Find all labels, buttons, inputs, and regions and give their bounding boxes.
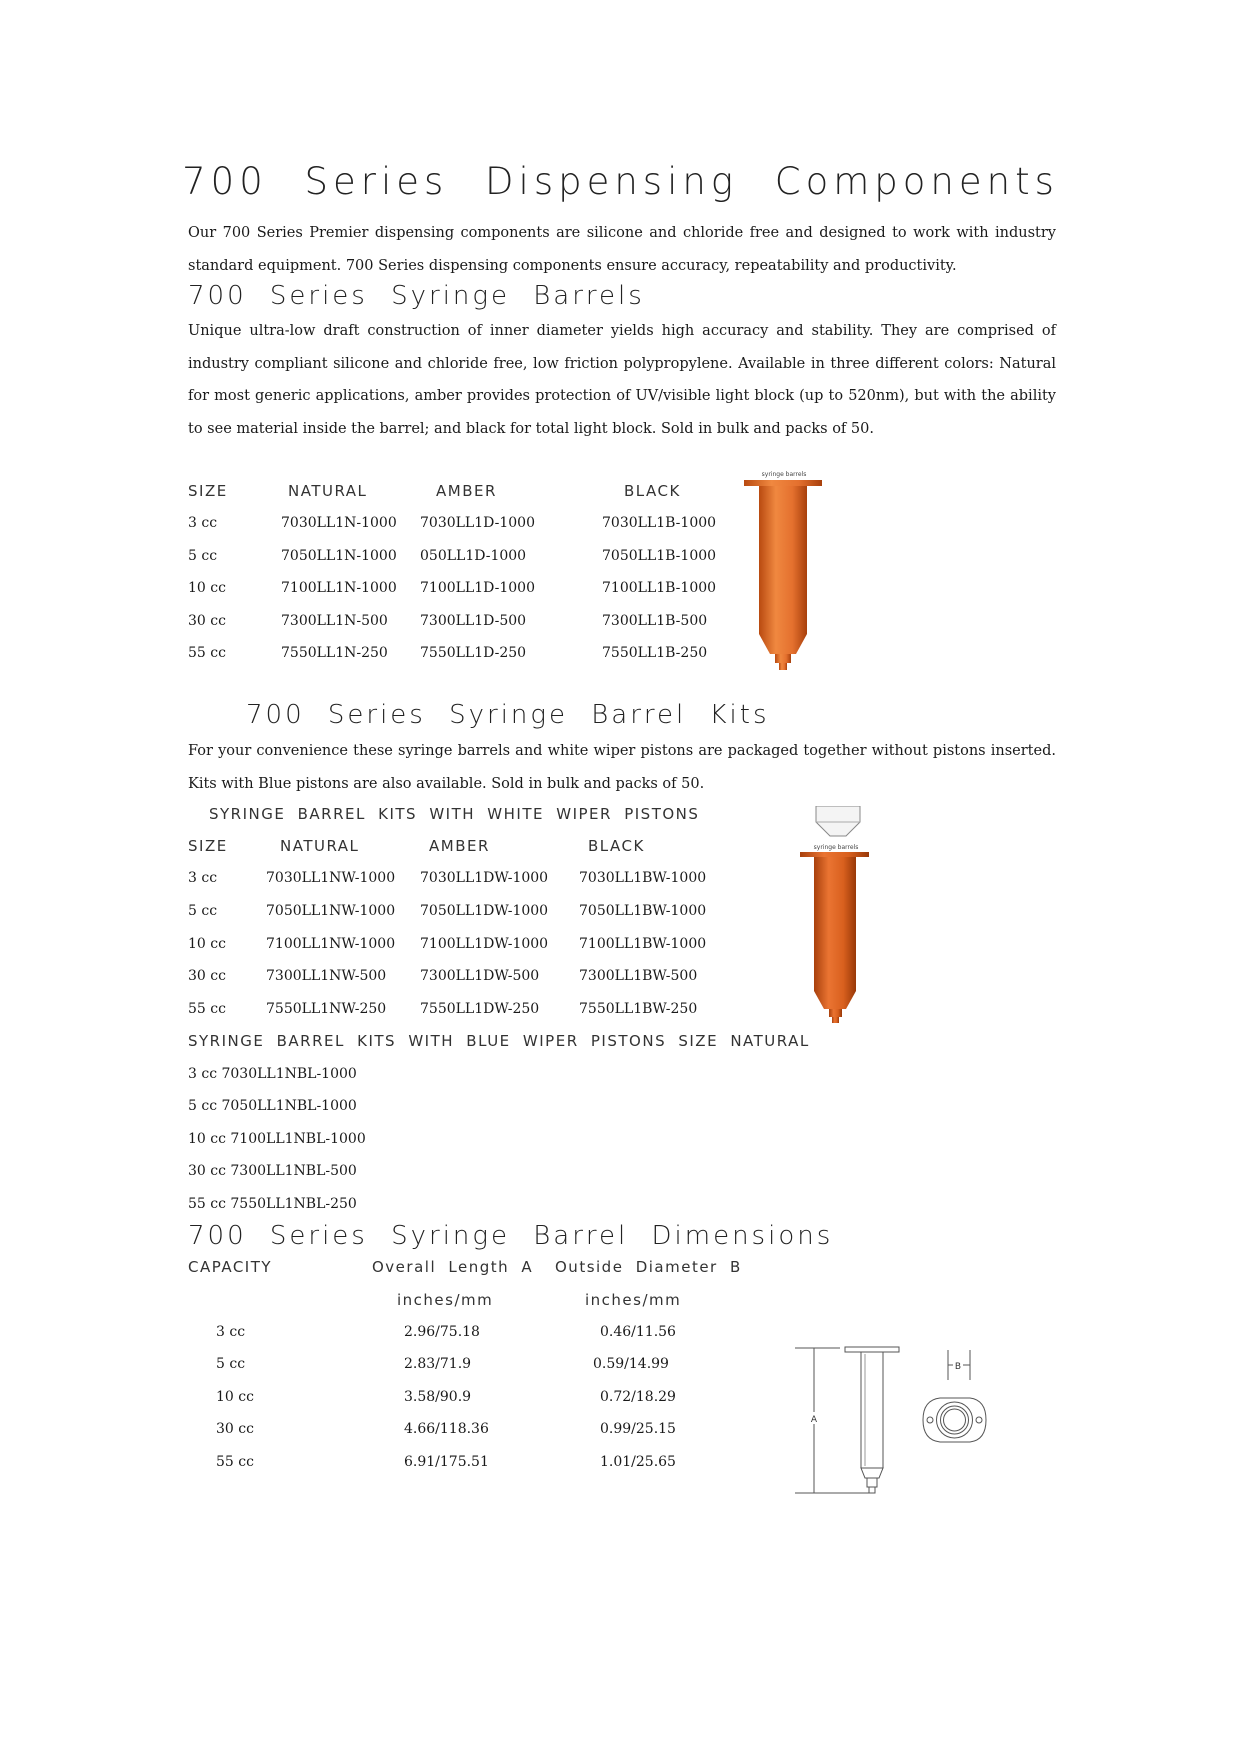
col-header-natural: NATURAL bbox=[280, 837, 360, 855]
table-cell: 7050LL1BW-1000 bbox=[579, 903, 707, 919]
table-cell: 050LL1D-1000 bbox=[420, 548, 527, 564]
table-cell: 55 cc bbox=[188, 1001, 226, 1017]
table-cell: 7030LL1B-1000 bbox=[602, 515, 717, 531]
table-cell: 0.72/18.29 bbox=[600, 1389, 676, 1405]
col-header-amber: AMBER bbox=[436, 482, 497, 500]
dimension-label-a: A bbox=[810, 1415, 818, 1425]
table-cell: 0.99/25.15 bbox=[600, 1421, 676, 1437]
table-cell: 7050LL1DW-1000 bbox=[420, 903, 549, 919]
table-cell: 7030LL1D-1000 bbox=[420, 515, 535, 531]
table-cell: 7100LL1B-1000 bbox=[602, 580, 717, 596]
list-item: 3 cc 7030LL1NBL-1000 bbox=[188, 1066, 357, 1082]
barrels-heading: 700 Series Syringe Barrels bbox=[188, 281, 645, 311]
list-item: 10 cc 7100LL1NBL-1000 bbox=[188, 1131, 366, 1147]
col-header-amber: AMBER bbox=[429, 837, 490, 855]
barrels-description: Unique ultra-low draft construction of inner diameter yields high accuracy and stability. They are comprised of industry compliant silicone and chloride free, low friction polypropylene. Available in three different colors: Natural for most generic applications, amber provides protection of UV/visible light block (up to 520nm), but with the ability to see material inside the barrel; and black for total light block. Sold in bulk and packs of 50. bbox=[188, 323, 1056, 437]
table-cell: 7030LL1DW-1000 bbox=[420, 870, 549, 886]
table-cell: 7030LL1N-1000 bbox=[281, 515, 397, 531]
table-cell: 3 cc bbox=[188, 515, 218, 531]
table-cell: 0.46/11.56 bbox=[600, 1324, 676, 1340]
table-cell: 1.01/25.65 bbox=[600, 1454, 676, 1470]
table-cell: 10 cc bbox=[188, 936, 226, 952]
col-header-size: SIZE bbox=[188, 482, 228, 500]
intro-paragraph: Our 700 Series Premier dispensing components are silicone and chloride free and designed to work with industry standard equipment. 700 Series dispensing components ensure accuracy, repeatability and productivity. bbox=[188, 225, 1056, 274]
table-cell: 7550LL1N-250 bbox=[281, 645, 388, 661]
col-header-natural: NATURAL bbox=[288, 482, 368, 500]
table-cell: 55 cc bbox=[216, 1454, 254, 1470]
table-cell: 7300LL1BW-500 bbox=[579, 968, 698, 984]
table-cell: 4.66/118.36 bbox=[404, 1421, 489, 1437]
blue-pistons-heading: SYRINGE BARREL KITS WITH BLUE WIPER PISTONS SIZE NATURAL bbox=[188, 1032, 810, 1050]
table-cell: 3 cc bbox=[188, 870, 218, 886]
table-cell: 7300LL1N-500 bbox=[281, 613, 388, 629]
table-cell: 7030LL1NW-1000 bbox=[266, 870, 396, 886]
table-cell: 7100LL1NW-1000 bbox=[266, 936, 396, 952]
table-cell: 30 cc bbox=[188, 968, 226, 984]
table-cell: 6.91/175.51 bbox=[404, 1454, 489, 1470]
table-cell: 7550LL1B-250 bbox=[602, 645, 708, 661]
table-cell: 7100LL1D-1000 bbox=[420, 580, 535, 596]
table-cell: 7050LL1N-1000 bbox=[281, 548, 397, 564]
table-cell: 10 cc bbox=[188, 580, 226, 596]
table-cell: 0.59/14.99 bbox=[593, 1356, 669, 1372]
table-cell: 3.58/90.9 bbox=[404, 1389, 472, 1405]
list-item: 55 cc 7550LL1NBL-250 bbox=[188, 1196, 357, 1212]
col-header-size: SIZE bbox=[188, 837, 228, 855]
col-header-black: BLACK bbox=[588, 837, 645, 855]
table-cell: 5 cc bbox=[188, 548, 218, 564]
table-cell: 7100LL1DW-1000 bbox=[420, 936, 549, 952]
table-cell: 7100LL1N-1000 bbox=[281, 580, 397, 596]
table-cell: 7030LL1BW-1000 bbox=[579, 870, 707, 886]
col-header-black: BLACK bbox=[624, 482, 681, 500]
image-label: syringe barrels bbox=[813, 844, 859, 851]
col-header-capacity: CAPACITY bbox=[188, 1258, 273, 1276]
table-cell: 7550LL1BW-250 bbox=[579, 1001, 698, 1017]
col-header-diameter: Outside Diameter B bbox=[555, 1258, 742, 1276]
table-cell: 2.83/71.9 bbox=[404, 1356, 472, 1372]
white-pistons-heading: SYRINGE BARREL KITS WITH WHITE WIPER PISTONS bbox=[209, 805, 700, 823]
table-cell: 7300LL1DW-500 bbox=[420, 968, 540, 984]
wiper-piston-icon bbox=[816, 806, 860, 836]
table-cell: 7050LL1NW-1000 bbox=[266, 903, 396, 919]
list-item: 5 cc 7050LL1NBL-1000 bbox=[188, 1098, 357, 1114]
kits-description: For your convenience these syringe barrels and white wiper pistons are packaged together without pistons inserted. Kits with Blue pistons are also available. Sold in bulk and packs of 50. bbox=[188, 743, 1056, 792]
table-cell: 7300LL1NW-500 bbox=[266, 968, 387, 984]
dimensions-heading: 700 Series Syringe Barrel Dimensions bbox=[188, 1221, 834, 1251]
table-cell: 7550LL1NW-250 bbox=[266, 1001, 387, 1017]
table-cell: 7550LL1DW-250 bbox=[420, 1001, 540, 1017]
table-cell: 5 cc bbox=[216, 1356, 246, 1372]
table-cell: 7300LL1D-500 bbox=[420, 613, 527, 629]
table-cell: 30 cc bbox=[216, 1421, 254, 1437]
piston-and-barrel-image bbox=[800, 806, 874, 1026]
table-cell: 3 cc bbox=[216, 1324, 246, 1340]
col-header-length: Overall Length A bbox=[372, 1258, 534, 1276]
table-cell: 30 cc bbox=[188, 613, 226, 629]
dimension-drawing bbox=[790, 1342, 1000, 1502]
syringe-barrel-image bbox=[742, 468, 826, 678]
table-cell: 7550LL1D-250 bbox=[420, 645, 527, 661]
table-cell: 2.96/75.18 bbox=[404, 1324, 480, 1340]
table-cell: 5 cc bbox=[188, 903, 218, 919]
kits-heading: 700 Series Syringe Barrel Kits bbox=[246, 700, 770, 730]
table-cell: 7300LL1B-500 bbox=[602, 613, 708, 629]
table-cell: 10 cc bbox=[216, 1389, 254, 1405]
units-label: inches/mm bbox=[397, 1291, 494, 1309]
page-title: 700 Series Dispensing Components bbox=[182, 160, 1059, 203]
list-item: 30 cc 7300LL1NBL-500 bbox=[188, 1163, 357, 1179]
units-label: inches/mm bbox=[585, 1291, 682, 1309]
dimension-label-b: B bbox=[954, 1362, 962, 1372]
table-cell: 55 cc bbox=[188, 645, 226, 661]
table-cell: 7050LL1B-1000 bbox=[602, 548, 717, 564]
table-cell: 7100LL1BW-1000 bbox=[579, 936, 707, 952]
image-label: syringe barrels bbox=[761, 471, 807, 478]
